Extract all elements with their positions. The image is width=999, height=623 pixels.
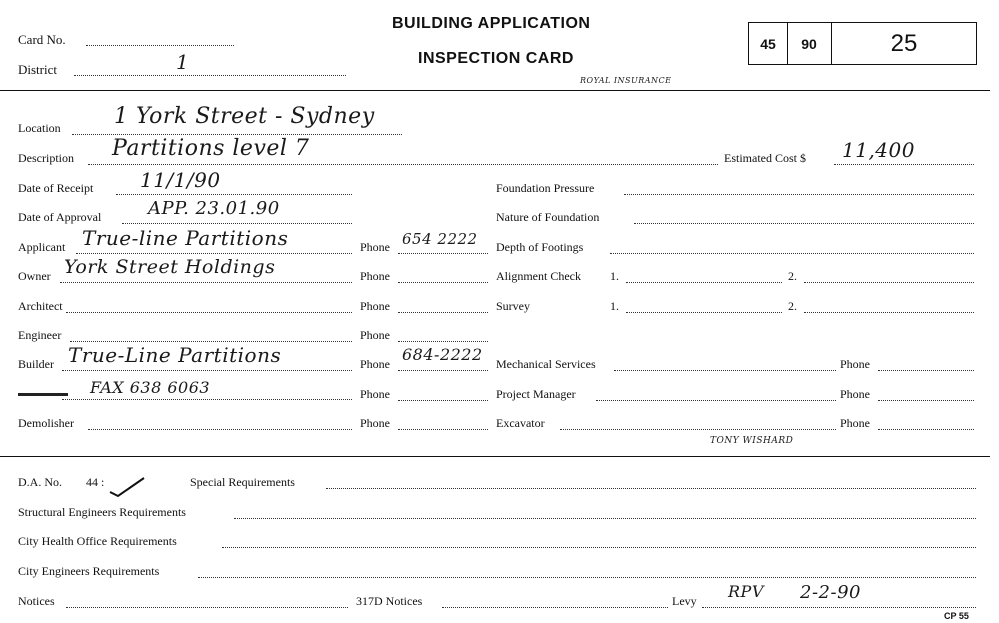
owner-line	[60, 282, 352, 283]
foundation-pressure-line	[624, 194, 974, 195]
form-code: CP 55	[944, 611, 969, 621]
phone-line-pm	[878, 400, 974, 401]
fax-value: FAX 638 6063	[90, 378, 211, 397]
applicant-line	[76, 253, 352, 254]
date-approval-value: APP. 23.01.90	[148, 198, 280, 219]
phone-label-builder: Phone	[360, 357, 390, 371]
engineer-label: Engineer	[18, 328, 62, 342]
applicant-label: Applicant	[18, 240, 66, 254]
survey-line1	[626, 312, 782, 313]
survey-num1: 1.	[610, 299, 619, 313]
district-value: 1	[176, 50, 190, 74]
phone-label-owner: Phone	[360, 269, 390, 283]
description-value: Partitions level 7	[112, 136, 310, 161]
date-receipt-line	[116, 194, 352, 195]
architect-label: Architect	[18, 299, 63, 313]
da-no-value: 44 :	[86, 475, 105, 489]
form-title-line2: INSPECTION CARD	[418, 50, 574, 67]
location-line	[72, 134, 402, 135]
levy-line	[702, 607, 976, 608]
city-eng-label: City Engineers Requirements	[18, 564, 160, 578]
depth-footings-label: Depth of Footings	[496, 240, 584, 254]
phone-line-excavator	[878, 429, 974, 430]
date-approval-line	[122, 223, 352, 224]
owner-value: York Street Holdings	[64, 256, 276, 278]
middle-rule	[0, 456, 990, 457]
owner-label: Owner	[18, 269, 51, 283]
phone-line-fax	[398, 400, 488, 401]
phone-line-builder	[398, 370, 488, 371]
applicant-phone: 654 2222	[402, 230, 478, 248]
alignment-line2	[804, 282, 974, 283]
city-eng-line	[198, 577, 976, 578]
alignment-line1	[626, 282, 782, 283]
notices317-label: 317D Notices	[356, 594, 423, 608]
phone-line-demolisher	[398, 429, 488, 430]
card-no-line	[86, 45, 234, 46]
demolisher-line	[88, 429, 352, 430]
phone-label-engineer: Phone	[360, 328, 390, 342]
royal-insurance-note: ROYAL INSURANCE	[580, 76, 672, 85]
survey-line2	[804, 312, 974, 313]
structural-line	[234, 518, 976, 519]
project-manager-line	[596, 400, 836, 401]
project-manager-label: Project Manager	[496, 387, 576, 401]
phone-label-fax: Phone	[360, 387, 390, 401]
location-value: 1 York Street - Sydney	[114, 104, 375, 129]
phone-label-demolisher: Phone	[360, 416, 390, 430]
excavator-line	[560, 429, 836, 430]
phone-label-excavator: Phone	[840, 416, 870, 430]
alignment-num2: 2.	[788, 269, 797, 283]
survey-label: Survey	[496, 299, 530, 313]
district-line	[74, 75, 346, 76]
notices317-line	[442, 607, 668, 608]
builder-label: Builder	[18, 357, 54, 371]
levy-label: Levy	[672, 594, 697, 608]
card-number-box	[748, 22, 977, 65]
estimated-cost-label: Estimated Cost $	[724, 151, 806, 165]
special-req-line	[326, 488, 976, 489]
excavator-note: TONY WISHARD	[710, 436, 794, 446]
depth-footings-line	[610, 253, 974, 254]
applicant-value: True-line Partitions	[82, 226, 289, 250]
date-receipt-label: Date of Receipt	[18, 181, 94, 195]
estimated-cost-value: 11,400	[842, 138, 915, 162]
card-no-label: Card No.	[18, 32, 66, 47]
phone-line-architect	[398, 312, 488, 313]
box-cell-2: 90	[787, 23, 832, 64]
phone-label-architect: Phone	[360, 299, 390, 313]
date-approval-label: Date of Approval	[18, 210, 102, 224]
da-checkmark-icon	[108, 474, 148, 498]
description-label: Description	[18, 151, 74, 165]
nature-foundation-label: Nature of Foundation	[496, 210, 600, 224]
district-label: District	[18, 62, 57, 77]
alignment-num1: 1.	[610, 269, 619, 283]
header-rule	[0, 90, 990, 91]
survey-num2: 2.	[788, 299, 797, 313]
box-cell-3: 25	[890, 29, 918, 57]
form-title-line1: BUILDING APPLICATION	[392, 15, 591, 32]
demolisher-label: Demolisher	[18, 416, 74, 430]
builder-phone: 684-2222	[402, 345, 483, 364]
notices-line	[66, 607, 348, 608]
date-receipt-value: 11/1/90	[140, 168, 221, 192]
foundation-pressure-label: Foundation Pressure	[496, 181, 595, 195]
phone-line-owner	[398, 282, 488, 283]
notices-label: Notices	[18, 594, 55, 608]
mechanical-line	[614, 370, 836, 371]
phone-line-engineer	[398, 341, 488, 342]
levy-value: RPV	[728, 582, 764, 601]
nature-foundation-line	[634, 223, 974, 224]
box-cell-1: 45	[749, 23, 788, 64]
phone-label-pm: Phone	[840, 387, 870, 401]
da-no-label: D.A. No.	[18, 475, 62, 489]
estimated-cost-line	[834, 164, 974, 165]
phone-line-applicant	[398, 253, 488, 254]
health-label: City Health Office Requirements	[18, 534, 177, 548]
engineer-line	[70, 341, 352, 342]
location-label: Location	[18, 121, 61, 135]
phone-label-applicant: Phone	[360, 240, 390, 254]
special-req-label: Special Requirements	[190, 475, 295, 489]
struck-out-label	[18, 393, 68, 396]
structural-label: Structural Engineers Requirements	[18, 505, 186, 519]
description-line	[88, 164, 718, 165]
levy-date: 2-2-90	[800, 582, 861, 603]
phone-line-mechanical	[878, 370, 974, 371]
health-line	[222, 547, 976, 548]
builder-value: True-Line Partitions	[68, 343, 282, 367]
architect-line	[66, 312, 352, 313]
alignment-check-label: Alignment Check	[496, 269, 581, 283]
excavator-label: Excavator	[496, 416, 545, 430]
fax-line	[62, 399, 352, 400]
builder-line	[62, 370, 352, 371]
mechanical-label: Mechanical Services	[496, 357, 596, 371]
phone-label-mechanical: Phone	[840, 357, 870, 371]
